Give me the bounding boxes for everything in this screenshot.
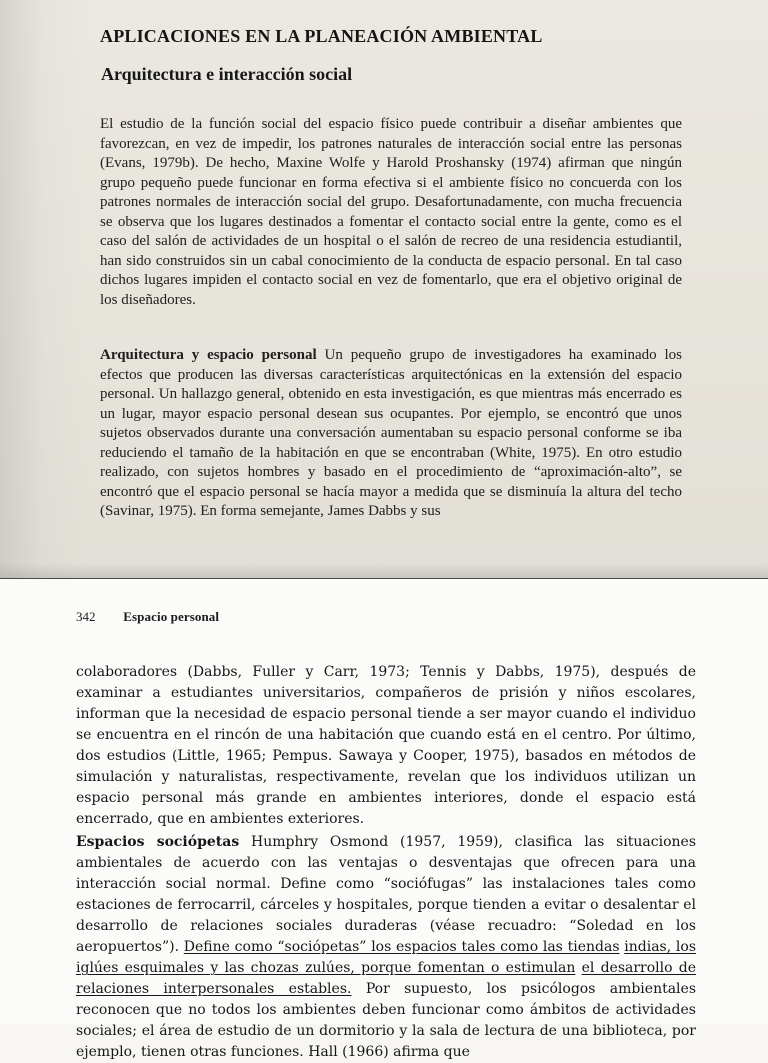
underlined-passage-line-3: el desarrollo de relaciones interpersonales estables. xyxy=(76,960,697,997)
bottom-paragraph-1: colaboradores (Dabbs, Fuller y Carr, 1973; Tennis y Dabbs, 1975), después de examinar a estudiantes universitarios, compañeros de prisión y niños escolares, informan que la necesidad de espacio personal tiende a ser mayor cuando el individuo se encuentra en el rincón de una habitación que cuando está en el centro. Por último, dos estudios (Little, 1965; Pempus. Sawaya y Cooper, 1975), basados en métodos de simulación y naturalistas, respectivamente, revelan que los individuos utilizan un espacio personal más grande en ambientes interiores, donde el espacio está encerrado, que en ambientes exteriores. xyxy=(76,664,696,827)
subsection-title: Arquitectura e interacción social xyxy=(101,64,353,84)
page-number: 342 xyxy=(76,609,96,624)
bottom-page-header xyxy=(76,608,219,626)
bottom-paragraph-2-part-1: Humphry Osmond (1957, 1959), clasifica las situaciones ambientales de acuerdo con las ventajas o desventajas que ofrecen para una interacción social normal. Define como “sociófugas” las instalaciones tales como estaciones de ferrocarril, cárceles y hospitales, porque tienden a evitar o desalentar el desarrollo de relaciones sociales duraderas (véase recuadro: “Soledad en los aeropuertos”). xyxy=(76,834,696,955)
top-paragraph-2 xyxy=(100,346,682,522)
bottom-paragraph-2 xyxy=(76,832,696,1063)
underlined-passage-line-2: indias, los iglúes esquimales y las chozas zulúes, porque fomentan o estimulan xyxy=(76,939,697,976)
underlined-passage-line-1: Define como “sociópetas” los espacios tales como las tiendas xyxy=(183,939,620,955)
top-paragraph-2-heading: Arquitectura y espacio personal xyxy=(100,347,317,363)
top-paragraph-1: El estudio de la función social del espacio físico puede contribuir a diseñar ambientes que favorezcan, en vez de impedir, los patrones naturales de interacción social entre las personas (Evans, 1979b). De hecho, Maxine Wolfe y Harold Proshansky (1974) afirman que ningún grupo pequeño puede funcionar en forma efectiva si el ambiente físico no concuerda con los patrones normales de interacción social del grupo. Desafortunadamente, con mucha frecuencia se observa que los lugares destinados a fomentar el contacto social entre la gente, como es el caso del salón de actividades de un hospital o el salón de recreo de una residencia estudiantil, han sido construidos sin un cabal conocimiento de la conducta de espacio personal. En tal caso dichos lugares impiden el contacto social en vez de fomentarlo, que era el objetivo original de los diseñadores. xyxy=(100,116,682,308)
top-paragraph-2-body: Un pequeño grupo de investigadores ha examinado los efectos que producen las diversas características arquitectónicas en la extensión del espacio personal. Un hallazgo general, obtenido en esta investigación, es que mientras más encerrado es un lugar, mayor espacio personal desean sus ocupantes. Por ejemplo, se encontró que unos sujetos observados durante una conversación aumentaban su espacio personal conforme se iba reduciendo el tamaño de la habitación en que se encontraban (White, 1975). En otro estudio realizado, con sujetos hombres y basado en el procedimiento de “aproximación-alto”, se encontró que el espacio personal se hacía mayor a medida que se disminuía la altura del techo (Savinar, 1975). En forma semejante, James Dabbs y sus xyxy=(100,347,683,519)
bottom-paragraph-2-part-2: Por supuesto, los psicólogos ambientales reconocen que no todos los ambientes deben funcionar como ámbitos de actividades sociales; el área de estudio de un dormitorio y la sala de lectura de una biblioteca, por ejemplo, tienen otras funciones. Hall (1966) afirma que xyxy=(76,981,697,1060)
section-title: APLICACIONES EN LA PLANEACIÓN AMBIENTAL xyxy=(100,26,543,46)
running-head: Espacio personal xyxy=(123,609,220,624)
bottom-paragraph-2-heading: Espacios sociópetas xyxy=(76,834,240,850)
